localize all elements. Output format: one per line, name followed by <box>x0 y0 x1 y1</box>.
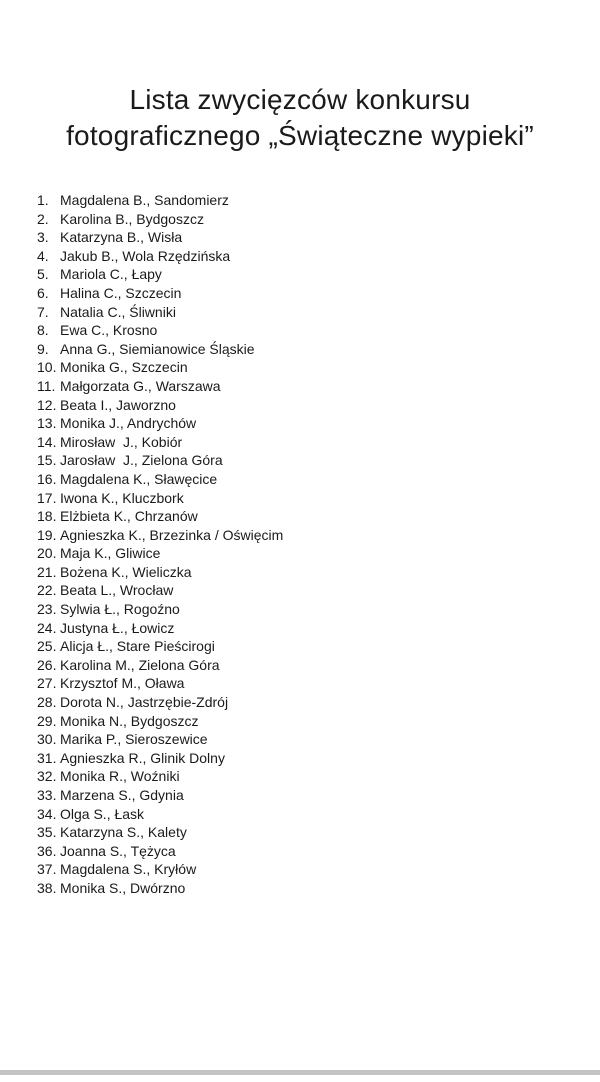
list-item <box>37 786 580 805</box>
list-item <box>37 228 580 247</box>
winner-number: 37. <box>37 861 57 878</box>
winner-number: 8. <box>37 322 49 339</box>
winner-number: 2. <box>37 210 49 227</box>
winner-name: Elżbieta K., Chrzanów <box>60 508 198 525</box>
winner-name: Marika P., Sieroszewice <box>60 731 208 748</box>
list-item <box>37 656 580 675</box>
winner-number: 31. <box>37 749 57 766</box>
winner-number: 36. <box>37 842 57 859</box>
list-item <box>37 377 580 396</box>
list-item <box>37 191 580 210</box>
list-item <box>37 712 580 731</box>
winner-name: Jakub B., Wola Rzędzińska <box>60 247 231 264</box>
winner-name: Beata I., Jaworzno <box>60 396 176 413</box>
list-item <box>37 860 580 879</box>
list-item <box>37 321 580 340</box>
winner-number: 14. <box>37 433 57 450</box>
winner-number: 11. <box>37 377 56 394</box>
list-item <box>37 842 580 861</box>
winner-number: 3. <box>37 229 49 246</box>
winner-number: 9. <box>37 340 49 357</box>
page-title-line-2: fotograficznego „Świąteczne wypieki” <box>66 120 534 151</box>
winner-number: 22. <box>37 582 57 599</box>
winner-name: Marzena S., Gdynia <box>60 787 184 803</box>
winner-name: Karolina M., Zielona Góra <box>60 656 220 673</box>
list-item <box>37 544 580 563</box>
winner-number: 16. <box>37 470 57 487</box>
list-item <box>37 767 580 786</box>
list-item <box>37 637 580 656</box>
winner-number: 29. <box>37 712 57 729</box>
list-item <box>37 489 580 508</box>
winner-name: Agnieszka K., Brzezinka / Oświęcim <box>60 526 284 543</box>
winner-name: Krzysztof M., Oława <box>60 675 185 692</box>
winner-number: 25. <box>37 638 57 655</box>
list-item <box>37 730 580 749</box>
page-title-line-1: Lista zwycięzców konkursu <box>129 84 471 115</box>
winner-name: Natalia C., Śliwniki <box>60 303 176 320</box>
list-item <box>37 526 580 545</box>
list-item <box>37 470 580 489</box>
winner-number: 20. <box>37 545 57 562</box>
list-item <box>37 693 580 712</box>
winner-name: Monika G., Szczecin <box>60 359 188 376</box>
winner-number: 13. <box>37 415 57 432</box>
winner-name: Sylwia Ł., Rogoźno <box>60 601 180 618</box>
winner-number: 6. <box>37 284 49 301</box>
winner-name: Mirosław J., Kobiór <box>60 433 183 450</box>
list-item <box>37 265 580 284</box>
list-item <box>37 674 580 693</box>
winner-name: Agnieszka R., Glinik Dolny <box>60 749 225 766</box>
list-item <box>37 823 580 842</box>
winner-name: Monika N., Bydgoszcz <box>60 712 199 729</box>
list-item <box>37 451 580 470</box>
winner-number: 30. <box>37 731 57 748</box>
list-item <box>37 303 580 322</box>
winner-name: Dorota N., Jastrzębie-Zdrój <box>60 694 229 711</box>
list-item <box>37 581 580 600</box>
winner-number: 26. <box>37 656 57 673</box>
winner-number: 18. <box>37 508 57 525</box>
winner-name: Alicja Ł., Stare Pieścirogi <box>60 638 215 655</box>
list-item <box>37 210 580 229</box>
list-item <box>37 879 580 898</box>
winner-name: Halina C., Szczecin <box>60 284 182 301</box>
list-item <box>37 507 580 526</box>
winner-name: Małgorzata G., Warszawa <box>60 377 221 394</box>
list-item <box>37 433 580 452</box>
list-item <box>37 396 580 415</box>
winner-number: 10. <box>37 359 57 376</box>
winner-number: 12. <box>37 396 57 413</box>
winner-name: Magdalena K., Sławęcice <box>60 470 218 487</box>
winner-name: Mariola C., Łapy <box>60 266 162 283</box>
winner-name: Joanna S., Tężyca <box>60 842 176 859</box>
winner-name: Katarzyna S., Kalety <box>60 824 187 841</box>
winners-list <box>0 191 600 898</box>
winner-number: 5. <box>37 266 49 283</box>
list-item <box>37 563 580 582</box>
winner-number: 1. <box>37 192 49 208</box>
winner-number: 17. <box>37 489 57 506</box>
winner-name: Karolina B., Bydgoszcz <box>60 210 204 227</box>
winner-number: 28. <box>37 694 57 711</box>
winner-number: 34. <box>37 805 57 822</box>
winner-name: Monika S., Dwórzno <box>60 879 186 896</box>
winner-name: Ewa C., Krosno <box>60 322 158 339</box>
winner-number: 4. <box>37 247 49 264</box>
winner-number: 33. <box>37 787 57 803</box>
winner-name: Magdalena S., Kryłów <box>60 861 197 878</box>
winner-name: Monika J., Andrychów <box>60 415 197 432</box>
winner-name: Bożena K., Wieliczka <box>60 563 192 580</box>
winner-number: 21. <box>37 563 57 580</box>
page-title <box>10 82 590 154</box>
winner-number: 24. <box>37 619 57 636</box>
list-item <box>37 247 580 266</box>
winner-name: Monika R., Woźniki <box>60 768 180 785</box>
winner-number: 35. <box>37 824 57 841</box>
list-item <box>37 749 580 768</box>
list-item <box>37 340 580 359</box>
winner-number: 27. <box>37 675 57 692</box>
list-item <box>37 414 580 433</box>
winner-name: Beata L., Wrocław <box>60 582 174 599</box>
winner-number: 23. <box>37 601 57 618</box>
list-item <box>37 600 580 619</box>
list-item <box>37 284 580 303</box>
list-item <box>37 805 580 824</box>
list-item <box>37 619 580 638</box>
winner-name: Olga S., Łask <box>60 805 145 822</box>
winner-name: Justyna Ł., Łowicz <box>60 619 175 636</box>
winner-name: Magdalena B., Sandomierz <box>60 192 229 208</box>
winner-number: 15. <box>37 452 57 469</box>
winner-number: 38. <box>37 879 57 896</box>
winner-number: 7. <box>37 303 49 320</box>
winner-name: Katarzyna B., Wisła <box>60 229 183 246</box>
winner-name: Maja K., Gliwice <box>60 545 161 562</box>
winner-name: Anna G., Siemianowice Śląskie <box>60 340 255 357</box>
winner-name: Iwona K., Kluczbork <box>60 489 184 506</box>
winner-number: 32. <box>37 768 57 785</box>
list-item <box>37 358 580 377</box>
winner-number: 19. <box>37 526 57 543</box>
winner-name: Jarosław J., Zielona Góra <box>60 452 223 469</box>
bottom-divider <box>0 1070 600 1075</box>
